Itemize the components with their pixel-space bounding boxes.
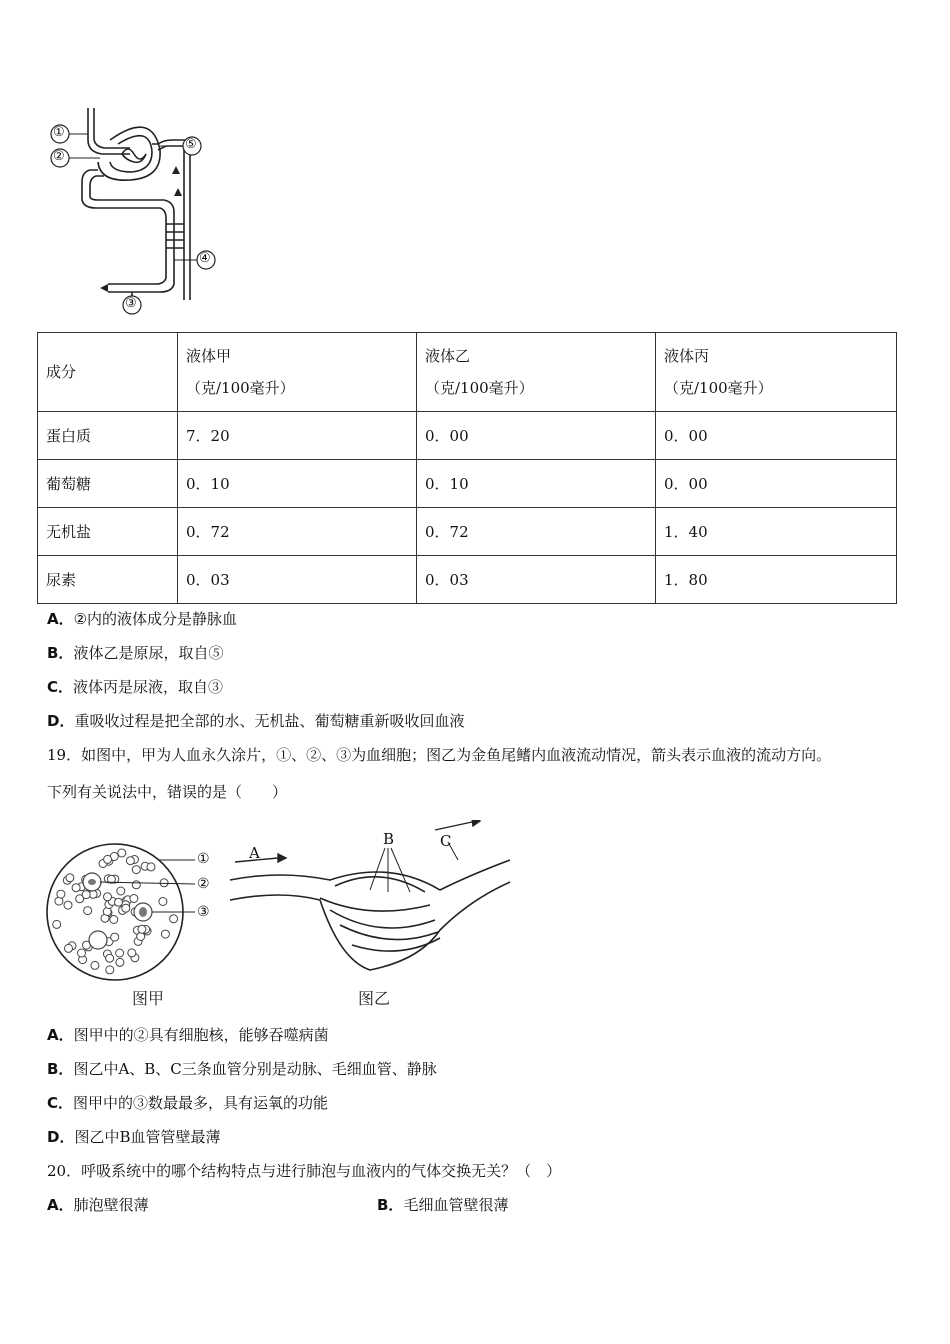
q19-option-b: B．图乙中A、B、C三条血管分别是动脉、毛细血管、静脉 [47, 1060, 437, 1078]
red-blood-cell [104, 893, 112, 901]
red-blood-cell [132, 881, 140, 889]
table-header-row [38, 333, 897, 412]
q20-option-a: A．肺泡壁很薄 [47, 1196, 149, 1214]
red-blood-cell [110, 916, 118, 924]
table-row [38, 460, 897, 508]
red-blood-cell [84, 907, 92, 915]
yi-label-c: C [440, 832, 452, 850]
jia-label-2: ② [197, 876, 210, 892]
table-row [38, 508, 897, 556]
jia-label-3: ③ [197, 904, 210, 920]
red-blood-cell [72, 884, 80, 892]
table-cell: 0．00 [656, 460, 897, 508]
composition-table [37, 332, 897, 604]
q18-option-a: A．②内的液体成分是静脉血 [47, 610, 238, 628]
red-blood-cell [65, 944, 73, 952]
label-2: ② [53, 149, 65, 164]
q19-stem-2: 下列有关说法中，错误的是（ ） [47, 783, 288, 801]
red-blood-cell [132, 866, 140, 874]
table-cell: 0．03 [417, 556, 656, 604]
red-blood-cell [116, 958, 124, 966]
header-cell: 液体丙 （克/100毫升） [656, 333, 897, 412]
label-3: ③ [125, 296, 137, 311]
red-blood-cell [126, 857, 134, 865]
red-blood-cell [111, 933, 119, 941]
label-1: ① [53, 125, 65, 140]
table-cell: 0．72 [178, 508, 417, 556]
yi-label-b: B [383, 830, 395, 848]
q18-option-c: C．液体丙是尿液，取自③ [47, 678, 224, 696]
q19-stem: 19．如图中，甲为人血永久涂片，①、②、③为血细胞；图乙为金鱼尾鳍内血液流动情况，箭头表示血液的流动方向。 [47, 746, 832, 764]
red-blood-cell [57, 890, 65, 898]
red-blood-cell [66, 874, 74, 882]
red-blood-cell [118, 849, 126, 857]
q19-option-c: C．图甲中的③数最最多，具有运氧的功能 [47, 1094, 329, 1112]
table-cell: 0．03 [178, 556, 417, 604]
red-blood-cell [147, 863, 155, 871]
red-blood-cell [138, 925, 146, 933]
red-blood-cell [116, 949, 124, 957]
red-blood-cell [122, 904, 130, 912]
caption-jia: 图甲 [132, 989, 165, 1008]
table-cell: 葡萄糖 [38, 460, 178, 508]
red-blood-cell [106, 966, 114, 974]
red-blood-cell [104, 855, 112, 863]
q19-option-a: A．图甲中的②具有细胞核，能够吞噬病菌 [47, 1026, 329, 1044]
table-cell: 0．10 [417, 460, 656, 508]
table-cell: 1．80 [656, 556, 897, 604]
red-blood-cell [130, 895, 138, 903]
table-cell: 7．20 [178, 412, 417, 460]
red-blood-cell [64, 901, 72, 909]
white-blood-cell [89, 931, 107, 949]
table-cell: 1．40 [656, 508, 897, 556]
q18-option-b: B．液体乙是原尿，取自⑤ [47, 644, 224, 662]
table-cell: 0．00 [656, 412, 897, 460]
header-cell: 液体乙 （克/100毫升） [417, 333, 656, 412]
table-row [38, 556, 897, 604]
label-5: ⑤ [185, 137, 197, 152]
header-cell: 液体甲 （克/100毫升） [178, 333, 417, 412]
yi-label-a: A [249, 844, 260, 862]
caption-yi: 图乙 [358, 989, 391, 1008]
red-blood-cell [159, 898, 167, 906]
label-4: ④ [199, 251, 211, 266]
table-row [38, 412, 897, 460]
header-cell: 成分 [38, 333, 178, 412]
nephron-diagram [40, 100, 230, 315]
jia-label-1: ① [197, 851, 210, 867]
table-cell: 无机盐 [38, 508, 178, 556]
table-cell: 尿素 [38, 556, 178, 604]
red-blood-cell [170, 915, 178, 923]
red-blood-cell [91, 961, 99, 969]
vessel-network [230, 860, 510, 970]
red-blood-cell [115, 898, 123, 906]
table-cell: 0．10 [178, 460, 417, 508]
red-blood-cell [53, 920, 61, 928]
red-blood-cell [128, 949, 136, 957]
red-blood-cell [117, 887, 125, 895]
q19-option-d: D．图乙中B血管管壁最薄 [47, 1128, 221, 1146]
red-blood-cell [78, 949, 86, 957]
q18-option-d: D．重吸收过程是把全部的水、无机盐、葡萄糖重新吸收回血液 [47, 712, 465, 730]
red-blood-cell [106, 954, 114, 962]
q20-option-b: B．毛细血管壁很薄 [377, 1196, 509, 1214]
table-cell: 0．72 [417, 508, 656, 556]
table-cell: 蛋白质 [38, 412, 178, 460]
red-blood-cell [137, 933, 145, 941]
red-blood-cell [161, 930, 169, 938]
table-cell: 0．00 [417, 412, 656, 460]
q20-stem: 20．呼吸系统中的哪个结构特点与进行肺泡与血液内的气体交换无关？（ ） [47, 1162, 562, 1180]
red-blood-cell [82, 891, 90, 899]
